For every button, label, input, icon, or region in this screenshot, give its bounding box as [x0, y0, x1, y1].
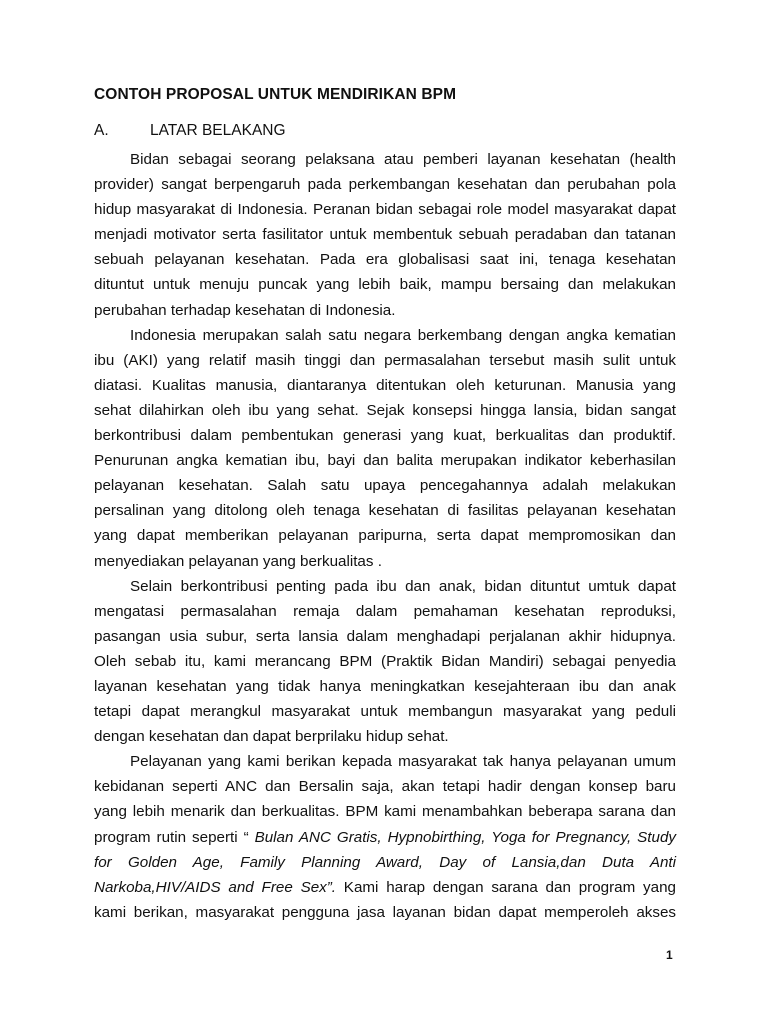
text-line: Pelayanan yang kami berikan kepada masyarakat tak hanya pelayanan umum	[130, 753, 676, 771]
text-line: Selain berkontribusi penting pada ibu dan anak, bidan dituntut umtuk dapat	[130, 577, 676, 595]
text-line: persalinan yang ditolong oleh tenaga kesehatan di fasilitas pelayanan kesehatan	[94, 502, 676, 520]
text-line: mengatasi permasalahan remaja dalam pemahaman kesehatan reproduksi,	[94, 602, 676, 620]
text-line: menjadi motivator serta fasilitator untuk membentuk sebuah peradaban dan tatanan	[94, 226, 676, 244]
page-number: 1	[666, 948, 673, 962]
program-list-italic: for Golden Age, Family Planning Award, Day of Lansia,dan Duta Anti	[94, 853, 676, 871]
text-line: pelayanan kesehatan. Salah satu upaya pencegahannya adalah melakukan	[94, 477, 676, 495]
text-line: provider) sangat berpengaruh pada perkembangan kesehatan dan perubahan pola	[94, 176, 676, 194]
text-line: Penurunan angka kematian ibu, bayi dan balita merupakan indikator keberhasilan	[94, 452, 676, 470]
text-line: tetapi dapat merangkul masyarakat untuk membangun masyarakat yang peduli	[94, 703, 676, 721]
program-list-italic: Narkoba,HIV/AIDS and Free Sex”.	[94, 878, 337, 896]
section-number: A.	[94, 122, 109, 139]
text-run: Kami harap dengan sarana dan program yang	[336, 878, 676, 896]
text-line	[94, 850, 676, 875]
section-title: LATAR BELAKANG	[150, 122, 286, 139]
document-title: CONTOH PROPOSAL UNTUK MENDIRIKAN BPM	[94, 86, 457, 103]
text-line: pasangan usia subur, serta lansia dalam menghadapi perjalanan akhir hidupnya.	[94, 627, 676, 645]
body-text	[94, 147, 676, 925]
text-line: dengan kesehatan dan dapat berprilaku hidup sehat.	[94, 728, 449, 746]
text-line: berkontribusi dalam pembentukan generasi yang kuat, berkualitas dan produktif.	[94, 427, 676, 445]
text-line: yang dapat memberikan pelayanan paripurna, serta dapat mempromosikan dan	[94, 527, 676, 545]
text-line: kami berikan, masyarakat pengguna jasa layanan bidan dapat memperoleh akses	[94, 903, 676, 921]
text-line: ibu (AKI) yang relatif masih tinggi dan permasalahan tersebut masih sulit untuk	[94, 351, 676, 369]
text-run: program rutin seperti “	[94, 828, 255, 846]
text-line: menyediakan pelayanan yang berkualitas .	[94, 552, 382, 570]
text-line: Bidan sebagai seorang pelaksana atau pemberi layanan kesehatan (health	[130, 151, 676, 168]
section-heading	[94, 122, 286, 140]
text-line: kebidanan seperti ANC dan Bersalin saja, akan tetapi hadir dengan konsep baru	[94, 778, 676, 796]
text-line	[94, 875, 676, 900]
text-line: sebuah pelayanan kesehatan. Pada era globalisasi saat ini, tenaga kesehatan	[94, 251, 676, 269]
text-line: layanan kesehatan yang tidak hanya meningkatkan kesejahteraan ibu dan anak	[94, 677, 676, 695]
text-line: yang lebih menarik dan berkualitas. BPM kami menambahkan beberapa sarana dan	[94, 803, 676, 821]
text-line: Indonesia merupakan salah satu negara berkembang dengan angka kematian	[130, 326, 676, 344]
text-line: sehat dilahirkan oleh ibu yang sehat. Sejak konsepsi hingga lansia, bidan sangat	[94, 401, 676, 419]
text-line	[94, 825, 676, 850]
text-line: perubahan terhadap kesehatan di Indonesia.	[94, 301, 396, 319]
text-line: diatasi. Kualitas manusia, diantaranya ditentukan oleh keturunan. Manusia yang	[94, 376, 676, 394]
program-list-italic: Bulan ANC Gratis, Hypnobirthing, Yoga for Pregnancy, Study	[254, 828, 676, 846]
text-line: hidup masyarakat di Indonesia. Peranan bidan sebagai role model masyarakat dapat	[94, 201, 676, 219]
text-line: dituntut untuk menuju puncak yang lebih baik, mampu bersaing dan melakukan	[94, 276, 676, 294]
text-line: Oleh sebab itu, kami merancang BPM (Praktik Bidan Mandiri) sebagai penyedia	[94, 652, 676, 670]
